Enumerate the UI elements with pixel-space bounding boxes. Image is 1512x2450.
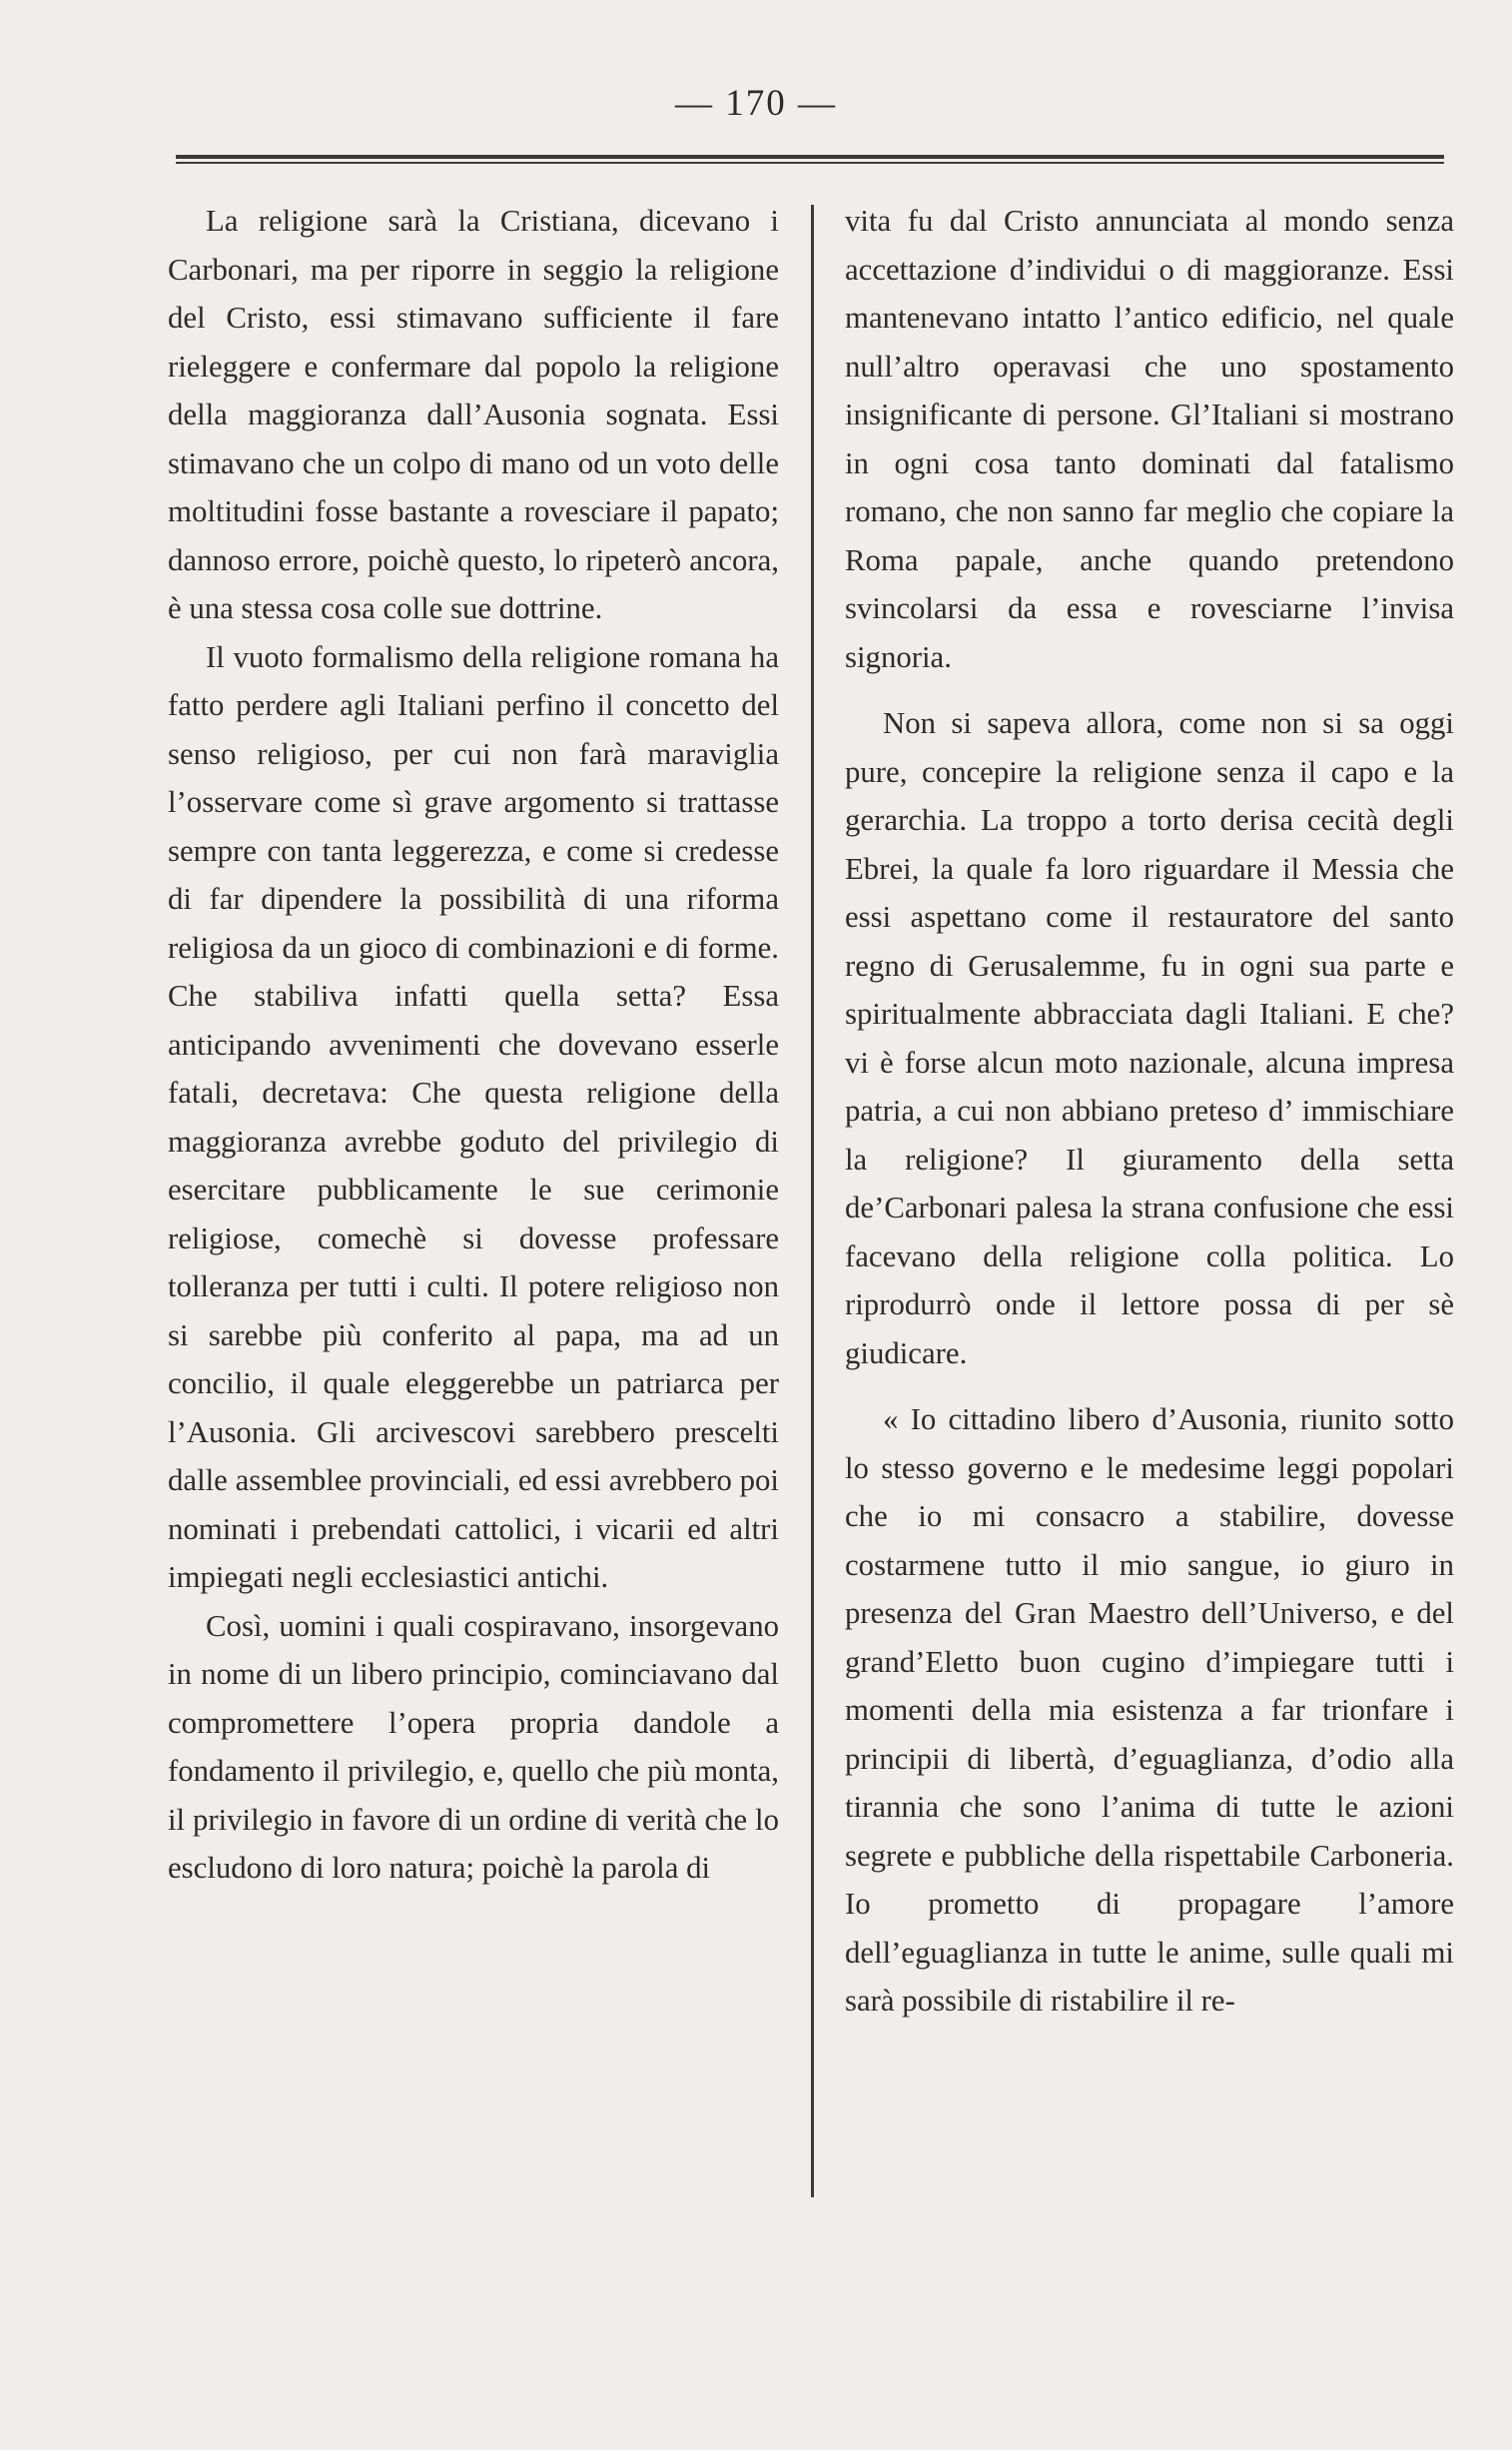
header-rule — [176, 155, 1444, 164]
paragraph: Non si sapeva allora, come non si sa oggi pure, concepire la religione senza il capo e la gerarchia. La troppo a torto derisa cecità degli Ebrei, la quale fa loro riguardare il Messia che essi aspettano come il restauratore del santo regno di Gerusalemme, fu in ogni sua parte e spiritualmente abbracciata dagli Italiani. E che? vi è forse alcun moto nazionale, alcuna impresa patria, a cui non abbiano preteso d’ immischiare la religione? Il giuramento della setta de’Carbonari palesa la strana confusione che essi facevano della religione colla politica. Lo riprodurrò onde il lettore possa di per sè giudicare. — [845, 706, 1454, 1370]
paragraph: Il vuoto formalismo della religione romana ha fatto perdere agli Italiani perfino il concetto del senso religioso, per cui non farà maraviglia l’osservare come sì grave argomento si trattasse sempre con tanta leggerezza, e come si credesse di far dipendere la possibilità di una riforma religiosa da un gioco di combinazioni e di forme. Che stabiliva infatti quella setta? Essa anticipando avvenimenti che dovevano esserle fatali, decretava: Che questa religione della maggioranza avrebbe goduto del privilegio di esercitare pubblicamente le sue cerimonie religiose, comechè si dovesse professare tolleranza per tutti i culti. Il potere religioso non si sarebbe più conferito al papa, ma ad un concilio, il quale eleggerebbe un patriarca per l’Ausonia. Gli arcivescovi sarebbero prescelti dalle assemblee provinciali, ed essi avrebbero poi nominati i prebendati cattolici, i vicarii ed altri impiegati negli ecclesiastici antichi. — [168, 639, 779, 1594]
column-divider — [811, 205, 814, 2197]
right-column — [845, 197, 1454, 2026]
paragraph: vita fu dal Cristo annunciata al mondo senza accettazione d’individui o di maggioranze. Essi mantenevano intatto l’antico edificio, nel quale null’altro operavasi che uno spostamento insignificante di persone. Gl’Italiani si mostrano in ogni cosa tanto dominati dal fatalismo romano, che non sanno far meglio che copiare la Roma papale, anche quando pretendono svincolarsi da essa e rovesciarne l’invisa signoria. — [845, 204, 1454, 674]
left-column — [168, 197, 779, 1893]
paragraph: Così, uomini i quali cospiravano, insorgevano in nome di un libero principio, cominciavano dal compromettere l’opera propria dandole a fondamento il privilegio, e, quello che più monta, il privilegio in favore di un ordine di verità che lo escludono di loro natura; poichè la parola di — [168, 1608, 779, 1885]
paragraph: La religione sarà la Cristiana, dicevano i Carbonari, ma per riporre in seggio la religione del Cristo, essi stimavano sufficiente il fare rieleggere e confermare dal popolo la religione della maggioranza dall’Ausonia sognata. Essi stimavano che un colpo di mano od un voto delle moltitudini fosse bastante a rovesciare il papato; dannoso errore, poichè questo, lo ripeterò ancora, è una stessa cosa colle sue dottrine. — [168, 204, 779, 625]
oath-paragraph: « Io cittadino libero d’Ausonia, riunito sotto lo stesso governo e le medesime leggi popolari che io mi consacro a stabilire, dovesse costarmene tutto il mio sangue, io giuro in presenza del Gran Maestro dell’Universo, e del grand’Eletto buon cugino d’impiegare tutti i momenti della mia esistenza a far trionfare i principii di libertà, d’eguaglianza, d’odio alla tirannia che sono l’anima di tutte le azioni segrete e pubbliche della rispettabile Carboneria. Io prometto di propagare l’amore dell’eguaglianza in tutte le anime, sulle quali mi sarà possibile di ristabilire il re- — [845, 1402, 1454, 2018]
page-number: — 170 — — [675, 83, 837, 124]
